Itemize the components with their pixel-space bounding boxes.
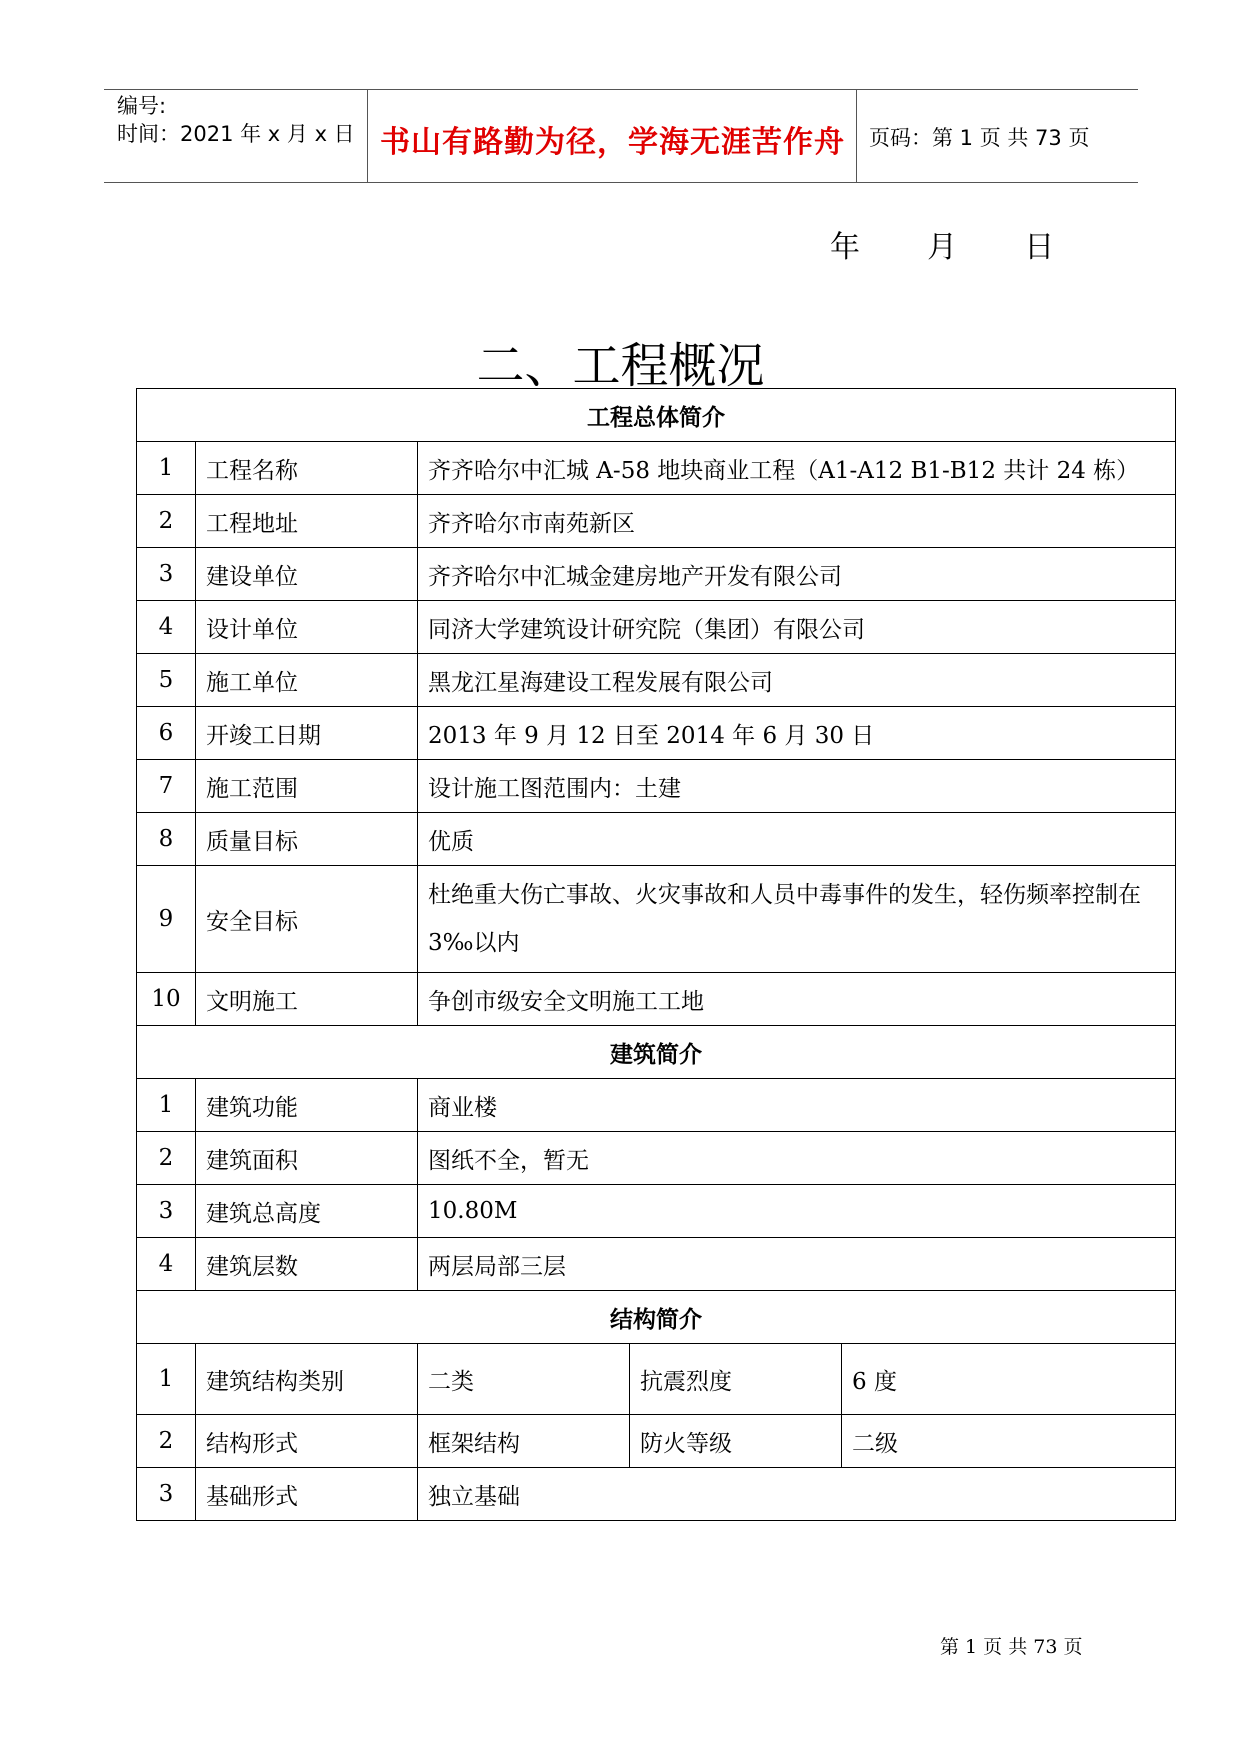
table-row	[137, 813, 1176, 866]
row-number: 1	[137, 442, 196, 495]
row-value: 10.80M	[418, 1185, 1176, 1238]
row-number: 3	[137, 548, 196, 601]
row-number: 8	[137, 813, 196, 866]
table-row	[137, 601, 1176, 654]
table-row	[137, 866, 1176, 973]
row-label: 建筑总高度	[196, 1185, 418, 1238]
row-value: 杜绝重大伤亡事故、火灾事故和人员中毒事件的发生，轻伤频率控制在 3‰以内	[418, 866, 1176, 973]
table-row	[137, 1344, 1176, 1415]
row-number: 10	[137, 973, 196, 1026]
table-row	[137, 1132, 1176, 1185]
row-value: 图纸不全，暂无	[418, 1132, 1176, 1185]
row-label: 开竣工日期	[196, 707, 418, 760]
row-number: 2	[137, 1132, 196, 1185]
header-motto: 书山有路勤为径，学海无涯苦作舟	[380, 125, 845, 160]
row-label: 安全目标	[196, 866, 418, 973]
row-value: 二类	[418, 1344, 630, 1415]
row-value: 独立基础	[418, 1468, 1176, 1521]
row-label: 施工范围	[196, 760, 418, 813]
section-structure-title: 结构简介	[137, 1291, 1176, 1344]
row-number: 1	[137, 1344, 196, 1415]
table-row	[137, 548, 1176, 601]
header-top-rule	[104, 89, 1138, 90]
row-label: 建筑层数	[196, 1238, 418, 1291]
table-row	[137, 1468, 1176, 1521]
row-label-secondary: 防火等级	[630, 1415, 842, 1468]
row-value: 两层局部三层	[418, 1238, 1176, 1291]
row-value: 设计施工图范围内：土建	[418, 760, 1176, 813]
doc-time-label: 时间：2021 年 x 月 x 日	[117, 122, 355, 146]
section-overview-title: 工程总体简介	[137, 389, 1176, 442]
header-bottom-rule	[104, 182, 1138, 183]
header-divider-1	[367, 89, 368, 182]
row-value: 商业楼	[418, 1079, 1176, 1132]
table-row	[137, 1185, 1176, 1238]
header-divider-2	[856, 89, 857, 182]
section-header-row	[137, 389, 1176, 442]
table-row	[137, 760, 1176, 813]
row-value-secondary: 6 度	[842, 1344, 1176, 1415]
row-label: 文明施工	[196, 973, 418, 1026]
row-label: 建筑功能	[196, 1079, 418, 1132]
row-number: 4	[137, 601, 196, 654]
row-value: 同济大学建筑设计研究院（集团）有限公司	[418, 601, 1176, 654]
section-header-row	[137, 1291, 1176, 1344]
row-value: 2013 年 9 月 12 日至 2014 年 6 月 30 日	[418, 707, 1176, 760]
header-meta	[117, 92, 355, 148]
project-overview-table	[136, 388, 1176, 1521]
row-value: 齐齐哈尔中汇城 A-58 地块商业工程（A1-A12 B1-B12 共计 24 栋）	[418, 442, 1176, 495]
row-value: 齐齐哈尔市南苑新区	[418, 495, 1176, 548]
row-label: 工程名称	[196, 442, 418, 495]
row-value: 框架结构	[418, 1415, 630, 1468]
section-header-row	[137, 1026, 1176, 1079]
doc-number-label: 编号:	[117, 94, 167, 118]
row-number: 5	[137, 654, 196, 707]
row-number: 6	[137, 707, 196, 760]
row-label: 设计单位	[196, 601, 418, 654]
row-value: 争创市级安全文明施工工地	[418, 973, 1176, 1026]
footer-page-info: 第 1 页 共 73 页	[940, 1636, 1083, 1658]
row-label: 建筑结构类别	[196, 1344, 418, 1415]
row-label: 建设单位	[196, 548, 418, 601]
date-day: 日	[1024, 230, 1055, 265]
date-line	[830, 222, 1054, 266]
row-number: 9	[137, 866, 196, 973]
row-label: 施工单位	[196, 654, 418, 707]
row-number: 2	[137, 495, 196, 548]
table-row	[137, 654, 1176, 707]
row-number: 4	[137, 1238, 196, 1291]
page-title: 二、工程概况	[476, 338, 765, 394]
row-label: 基础形式	[196, 1468, 418, 1521]
section-building-title: 建筑简介	[137, 1026, 1176, 1079]
row-value-secondary: 二级	[842, 1415, 1176, 1468]
row-label: 工程地址	[196, 495, 418, 548]
row-number: 2	[137, 1415, 196, 1468]
row-label: 结构形式	[196, 1415, 418, 1468]
row-number: 7	[137, 760, 196, 813]
table-row	[137, 1415, 1176, 1468]
table-row	[137, 1079, 1176, 1132]
row-number: 1	[137, 1079, 196, 1132]
table-row	[137, 442, 1176, 495]
row-label: 建筑面积	[196, 1132, 418, 1185]
table-row	[137, 973, 1176, 1026]
row-value: 齐齐哈尔中汇城金建房地产开发有限公司	[418, 548, 1176, 601]
row-value: 优质	[418, 813, 1176, 866]
row-label-secondary: 抗震烈度	[630, 1344, 842, 1415]
table-row	[137, 495, 1176, 548]
date-month: 月	[927, 230, 958, 265]
row-number: 3	[137, 1185, 196, 1238]
date-year: 年	[830, 230, 860, 265]
row-number: 3	[137, 1468, 196, 1521]
table-row	[137, 707, 1176, 760]
table-row	[137, 1238, 1176, 1291]
row-label: 质量目标	[196, 813, 418, 866]
row-value: 黑龙江星海建设工程发展有限公司	[418, 654, 1176, 707]
header-page-info: 页码：第 1 页 共 73 页	[869, 126, 1090, 150]
